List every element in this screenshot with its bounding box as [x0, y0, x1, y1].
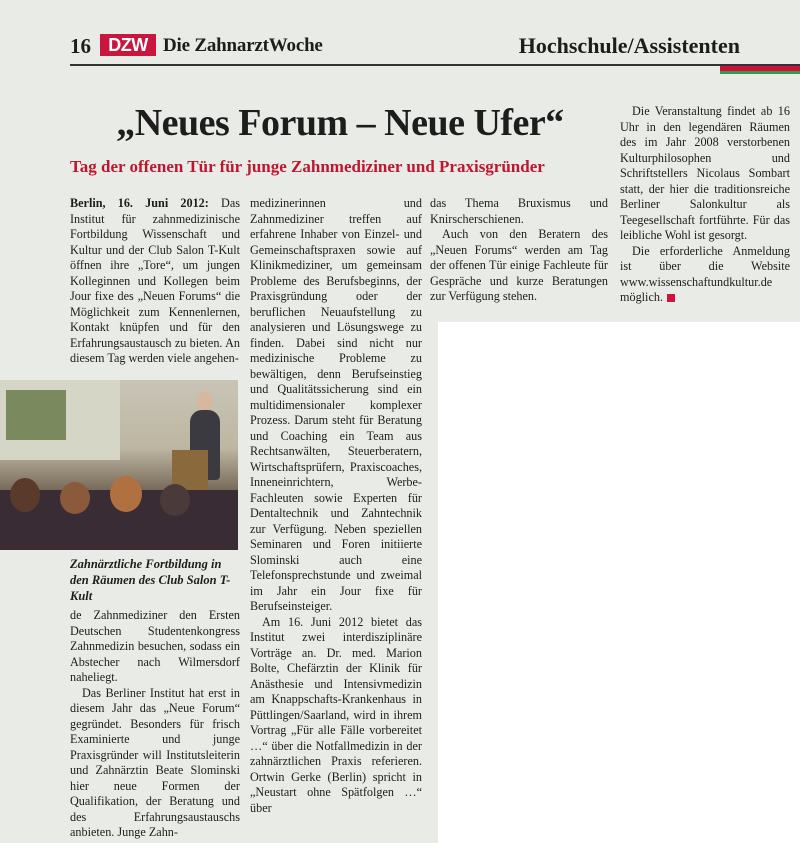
article-column-2: [250, 196, 422, 816]
paragraph: de Zahnmediziner den Ersten Deutschen Studentenkongress Zahnmedizin besuchen, sodass ein Abstecher nach Wilmersdorf naheliegt.: [70, 608, 240, 684]
paragraph: Die erforderliche Anmeldung ist über die Website www.wissenschaftundkultur.de möglich.: [620, 243, 790, 304]
dateline: Berlin, 16. Juni 2012:: [70, 196, 209, 210]
header-divider: [70, 64, 800, 66]
end-of-article-mark: [667, 294, 675, 302]
section-title: Hochschule/Assistenten: [518, 33, 740, 58]
audience-head: [10, 478, 40, 512]
page-number: 16: [70, 34, 91, 58]
paragraph: Das Berliner Institut hat erst in diesem Jahr das „Neue Forum“ gegründet. Besonders für frisch Examinierte und junge Praxisgründer will Institutsleiterin und Zahnärztin Beate Slominski hier neue Formen der Qualifikation, der Beratung und des Erfahrungsaustauschs anbieten. Junge Zahn-: [70, 685, 240, 839]
article-column-3: [430, 196, 608, 305]
article-column-1-continued: [70, 608, 240, 841]
column-1-text: Das Institut für zahnmedizinische Fortbildung Wissenschaft und Kultur und der Club Salon T-Kult öffnen ihre „Tore“, um jungen Kolleginnen und Kollegen beim Jour fixe des „Neuen Forums“ die Möglichkeit zum Kennenlernen, Kontakt knüpfen und für den Erfahrungsaustausch zu bieten. An diesem Tag werden viele angehen-: [70, 196, 241, 365]
photo-caption: Zahnärztliche Fortbildung in den Räumen des Club Salon T-Kult: [70, 557, 231, 603]
page-header: [0, 28, 800, 68]
article-subheadline: Tag der offenen Tür für junge Zahnmediziner und Praxisgründer: [70, 157, 545, 176]
paragraph: Die Veranstaltung findet ab 16 Uhr in den legendären Räumen des im Jahr 2008 verstorbenen Kulturphilosophen und Schriftstellers Nicolaus Sombart statt, der hier die traditionsreiche Berliner Salonkultur als Teegesellschaft fortführte. Für das leibliche Wohl ist gesorgt.: [620, 104, 790, 242]
blank-area: [438, 322, 800, 843]
article-headline: „Neues Forum – Neue Ufer“: [116, 102, 564, 144]
article-column-4: [620, 104, 790, 306]
audience-head: [110, 476, 142, 512]
audience-head: [60, 482, 90, 514]
brand-logo-badge: DZW: [100, 34, 156, 56]
event-photo: [0, 380, 238, 550]
paragraph: das Thema Bruxismus und Knirscherschienen.: [430, 196, 608, 226]
article-column-1: [70, 196, 240, 367]
presenter-head: [197, 392, 213, 410]
brand-name: Die ZahnarztWoche: [163, 35, 323, 56]
audience-head: [160, 484, 190, 516]
paragraph: medizinerinnen und Zahnmediziner treffen auf erfahrene Inhaber von Einzel- und Gemeinschaftspraxen sowie auf Klinikmediziner, um gemeinsam Probleme des Berufsbeginns, der Praxisgründung oder der beruflichen Neuaufstellung zu analysieren und Lösungswege zu finden. Dabei sind nicht nur medizinische Probleme zu bewältigen, denn Berufseinstieg und Qualitätssicherung sind ein multidimensionaler komplexer Prozess. Darum steht für Beratung und Coaching ein Team aus Rechtsanwälten, Steuerberatern, Wirtschaftsprüfern, Praxiscoaches, Inneneinrichtern, Werbe-Fachleuten sowie Experten für Dentaltechnik und Zahntechnik zur Verfügung. Neben speziellen Seminaren und Foren initiierte Slominski auch eine Telefonsprechstunde und zweimal im Jahr ein Jour fixe für Berufseinsteiger.: [250, 196, 422, 613]
projected-image: [6, 390, 66, 440]
paragraph: Am 16. Juni 2012 bietet das Institut zwei interdisziplinäre Vorträge an. Dr. med. Marion Bolte, Chefärztin der Klinik für Anästhesie und Intensivmedizin am Knappschafts-Krankenhaus in Püttlingen/Saarland, wird in ihrem Vortrag „Für alle Fälle vorbereitet …“ über die Notfallmedizin in der zahnärztlichen Praxis referieren. Ortwin Gerke (Berlin) spricht in „Neustart ohne Spätfolgen …“ über: [250, 614, 422, 815]
paragraph: Auch von den Beratern des „Neuen Forums“ werden am Tag der offenen Tür einige Fachleute für Gespräche und kurze Beratungen zur Verfügung stehen.: [430, 227, 608, 303]
header-accent-green: [720, 71, 800, 74]
